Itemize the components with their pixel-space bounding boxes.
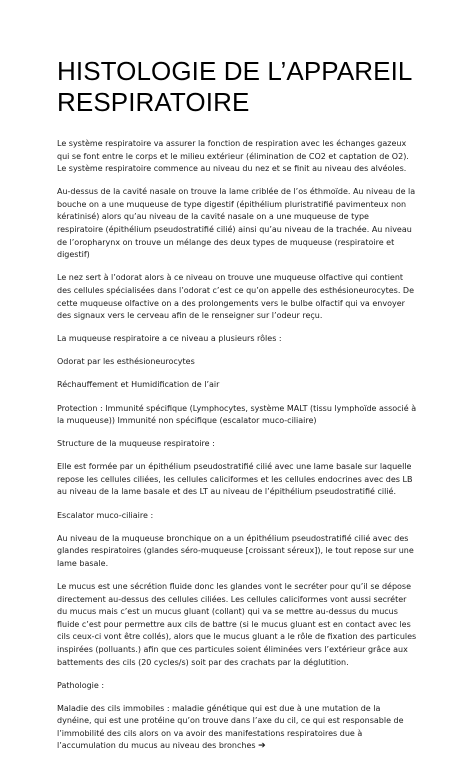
document-page	[57, 56, 417, 764]
paragraph-intro: Le système respiratoire va assurer la fonction de respiration avec les échanges gazeux qui se font entre le corps et le milieu extérieur (élimination de CO2 et captation de O2). Le système respiratoire commence au niveau du nez et se finit au niveau des alvéoles.	[57, 139, 409, 174]
paragraph-olfactory: Le nez sert à l’odorat alors à ce niveau on trouve une muqueuse olfactive qui contient des cellules spécialisées dans l’odorat c’est ce qu’on appelle des esthésioneurocytes. De cette muqueuse olfactive on a des prolongements vers le bulbe olfactif qui va envoyer des signaux vers le cerveau afin de le renseigner sur l’odeur reçu.	[57, 273, 415, 321]
paragraph-mucus: Le mucus est une sécrétion fluide donc les glandes vont le secréter pour qu’il se dépose directement au-dessus des cellules ciliées. Les cellules caliciformes vont aussi secréter du mucus mais c’est un mucus gluant (collant) qui va se mettre au-dessus du mucus fluide c’est pour permettre aux cils de battre (si le mucus gluant est en contact avec les cils ceux-ci vont être collés), alors que le mucus gluant a le rôle de fixation des particules inspirées (polluants.) afin que ces particules soient éliminées vers l’extérieur grâce aux battements des cils (20 cycles/s) soit par des crachats par la déglutition.	[57, 581, 417, 667]
arrow-right-icon: ➔	[258, 741, 266, 752]
document-title: HISTOLOGIE DE L’APPAREIL RESPIRATOIRE	[57, 56, 412, 117]
paragraph-pathologie-heading: Pathologie :	[57, 680, 105, 690]
paragraph-escalator-heading: Escalator muco-ciliaire :	[57, 510, 154, 520]
paragraph-structure: Elle est formée par un épithélium pseudostratifié cilié avec une lame basale sur laquelle repose les cellules ciliées, les cellules caliciformes et les cellules endocrines avec des LB au niveau de la lame basale et des LT au niveau de l’épithélium pseudostratifié cilié.	[57, 462, 413, 497]
paragraph-role-protection: Protection : Immunité spécifique (Lymphocytes, système MALT (tissu lymphoïde associé à la muqueuse)) Immunité non spécifique (escalator muco-ciliaire)	[57, 403, 417, 426]
paragraph-roles-heading: La muqueuse respiratoire a ce niveau a plusieurs rôles :	[57, 334, 282, 344]
paragraph-nasal-cavity: Au-dessus de la cavité nasale on trouve la lame criblée de l’os éthmoïde. Au niveau de la bouche on a une muqueuse de type digestif (épithélium pluristratifié pavimenteux non kératinisé) alors qu’au niveau de la cavité nasale on a une muqueuse de type respiratoire (épithélium pseudostratifié cilié) ainsi qu’au niveau de la trachée. Au niveau de l’oropharynx on trouve un mélange des deux types de muqueuse (respiratoire et digestif)	[57, 187, 416, 260]
paragraph-cils-immobiles	[57, 703, 417, 753]
paragraph-role-rechauffement: Réchauffement et Humidification de l’air	[57, 380, 220, 390]
paragraph-escalator: Au niveau de la muqueuse bronchique on a un épithélium pseudostratifié cilié avec des glandes respiratoires (glandes séro-muqueuse [croissant séreux]), le tout repose sur une lame basale.	[57, 533, 414, 568]
paragraph-cils-immobiles-text: Maladie des cils immobiles : maladie génétique qui est due à une mutation de la dynéine, qui est une protéine qu’on trouve dans l’axe du cil, ce qui est responsable de l’immobilité des cils alors on va avoir des manifestations respiratoires due à l’accumulation du mucus au niveau des bronches	[57, 703, 404, 751]
paragraph-role-odorat: Odorat par les esthésioneurocytes	[57, 357, 195, 367]
paragraph-structure-heading: Structure de la muqueuse respiratoire :	[57, 439, 215, 449]
